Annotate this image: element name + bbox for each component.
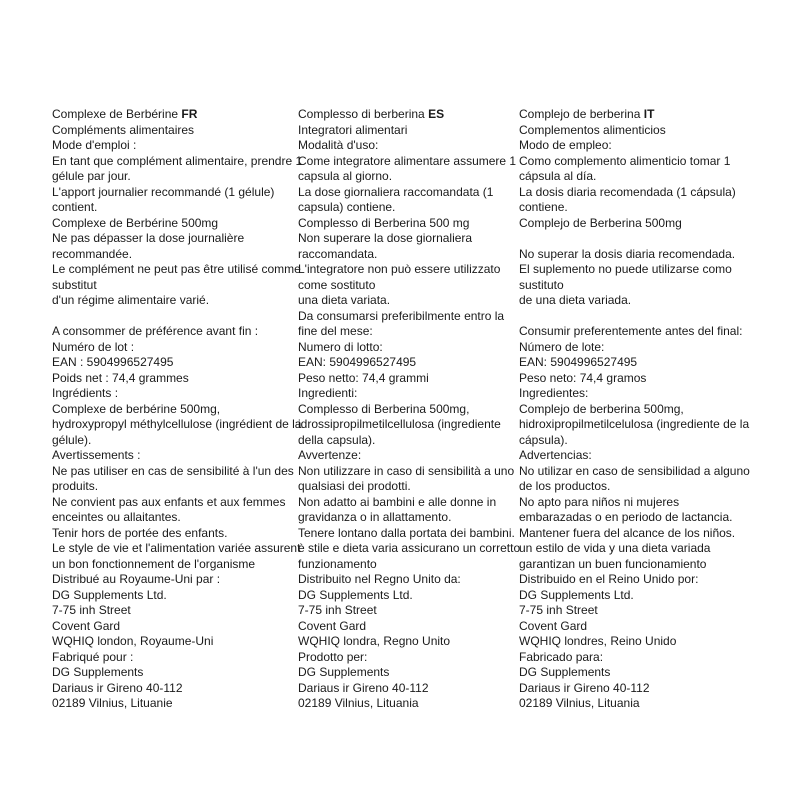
- label-line: Modalità d'uso:: [298, 138, 379, 152]
- label-line: WQHIQ londra, Regno Unito: [298, 634, 451, 648]
- label-line: [519, 231, 754, 247]
- label-line: 7-75 inh Street: [298, 603, 377, 617]
- label-line: come sostituto: [298, 277, 376, 292]
- label-line: [519, 309, 754, 325]
- label-line: Número de lote:: [519, 339, 605, 354]
- label-line: de los productos.: [519, 479, 611, 493]
- label-line: gélule).: [52, 432, 92, 447]
- label-line: raccomandata.: [298, 246, 378, 261]
- label-line: recommandée.: [52, 246, 133, 261]
- label-line: No utilizar en caso de sensibilidad a alguno: [519, 463, 750, 478]
- label-line: Avertissements :: [52, 448, 141, 462]
- label-line: Consumir preferentemente antes del final:: [519, 324, 743, 338]
- label-line: DG Supplements Ltd.: [298, 587, 413, 602]
- label-line: è stile e dieta varia assicurano un corretto: [298, 541, 521, 555]
- label-line: Peso neto: 74,4 gramos: [519, 370, 647, 385]
- label-line: Complejo de Berberina 500mg: [519, 215, 682, 230]
- label-line: Le complément ne peut pas être utilisé comme: [52, 262, 301, 276]
- label-line: qualsiasi dei prodotti.: [298, 479, 411, 493]
- column-it: [298, 107, 521, 712]
- label-line: 7-75 inh Street: [52, 603, 131, 617]
- label-line: DG Supplements Ltd.: [519, 587, 634, 602]
- label-line: Complesso di Berberina 500 mg: [298, 215, 470, 230]
- label-line: Dariaus ir Gireno 40-112: [298, 680, 429, 695]
- label-line: de una dieta variada.: [519, 293, 632, 307]
- label-line: della capsula).: [298, 432, 376, 447]
- label-line: Complexe de berbérine 500mg,: [52, 401, 221, 416]
- label-line: Fabricado para:: [519, 649, 604, 664]
- label-line: substitut: [52, 277, 97, 292]
- column-title: [52, 107, 297, 123]
- label-line: Ingredienti:: [298, 386, 358, 400]
- label-line: 02189 Vilnius, Lituanie: [52, 696, 173, 710]
- label-line: hidroxipropilmetilcelulosa (ingrediente de la: [519, 417, 750, 431]
- label-line: DG Supplements: [298, 665, 390, 679]
- label-line: un bon fonctionnement de l'organisme: [52, 556, 256, 571]
- label-line: L'apport journalier recommandé (1 gélule): [52, 184, 275, 199]
- label-line: produits.: [52, 479, 99, 493]
- language-code: ES: [428, 107, 445, 121]
- label-line: gélule par jour.: [52, 169, 131, 183]
- label-line: idrossipropilmetilcellulosa (ingrediente: [298, 417, 501, 431]
- label-line: A consommer de préférence avant fin :: [52, 324, 259, 338]
- label-line: Fabriqué pour :: [52, 649, 134, 664]
- label-line: Covent Gard: [519, 618, 588, 633]
- column-es: [519, 107, 754, 712]
- label-line: enceintes ou allaitantes.: [52, 510, 181, 524]
- label-line: una dieta variata.: [298, 293, 391, 307]
- column-title: [298, 107, 510, 123]
- title-text: Complexe de Berbérine: [52, 107, 179, 121]
- label-line: Covent Gard: [52, 618, 121, 633]
- label-line: Non adatto ai bambini e alle donne in: [298, 494, 497, 509]
- label-line: Numero di lotto:: [298, 339, 383, 354]
- label-line: Integratori alimentari: [298, 122, 408, 137]
- label-line: Poids net : 74,4 grammes: [52, 370, 189, 385]
- label-line: Come integratore alimentare assumere 1: [298, 153, 517, 168]
- label-line: El suplemento no puede utilizarse como: [519, 262, 732, 276]
- label-line: Complementos alimenticios: [519, 122, 666, 137]
- label-line: Ne convient pas aux enfants et aux femmes: [52, 494, 286, 509]
- label-line: Tenere lontano dalla portata dei bambini.: [298, 525, 515, 540]
- label-line: DG Supplements: [52, 665, 144, 679]
- label-line: sustituto: [519, 277, 564, 292]
- label-line: gravidanza o in allattamento.: [298, 510, 452, 524]
- label-line: fine del mese:: [298, 324, 373, 338]
- label-line: Mantener fuera del alcance de los niños.: [519, 525, 736, 540]
- label-line: Como complemento alimenticio tomar 1: [519, 153, 731, 168]
- label-line: Non utilizzare in caso di sensibilità a uno: [298, 463, 515, 478]
- column-fr: [52, 107, 303, 712]
- label-line: DG Supplements: [519, 665, 611, 679]
- label-line: En tant que complément alimentaire, prendre 1: [52, 153, 303, 168]
- label-line: Non superare la dose giornaliera: [298, 231, 473, 245]
- label-line: contient.: [52, 200, 98, 214]
- label-line: Complejo de berberina 500mg,: [519, 401, 684, 416]
- label-line: Compléments alimentaires: [52, 122, 195, 137]
- label-line: Distribué au Royaume-Uni par :: [52, 572, 221, 586]
- label-line: [52, 309, 297, 325]
- label-line: WQHIQ londres, Reino Unido: [519, 634, 677, 648]
- title-text: Complejo de berberina: [519, 107, 641, 121]
- language-code: FR: [181, 107, 198, 121]
- label-line: cápsula).: [519, 432, 568, 447]
- label-line: Ne pas dépasser la dose journalière: [52, 231, 245, 245]
- label-line: capsula al giorno.: [298, 169, 393, 183]
- label-line: Ingredientes:: [519, 386, 589, 400]
- language-code: IT: [643, 107, 655, 121]
- label-line: Avvertenze:: [298, 448, 362, 462]
- label-line: La dose giornaliera raccomandata (1: [298, 184, 494, 199]
- label-line: Numéro de lot :: [52, 339, 135, 354]
- label-line: Ne pas utiliser en cas de sensibilité à l'un des: [52, 463, 294, 478]
- label-line: Dariaus ir Gireno 40-112: [52, 680, 183, 695]
- label-line: 02189 Vilnius, Lituania: [298, 696, 419, 710]
- label-line: garantizan un buen funcionamiento: [519, 556, 707, 571]
- label-line: L'integratore non può essere utilizzato: [298, 262, 501, 276]
- label-line: funzionamento: [298, 556, 377, 571]
- label-line: Tenir hors de portée des enfants.: [52, 525, 228, 540]
- label-line: un estilo de vida y una dieta variada: [519, 541, 711, 555]
- title-text: Complesso di berberina: [298, 107, 425, 121]
- label-line: hydroxypropyl méthylcellulose (ingrédient de la: [52, 417, 302, 431]
- label-line: Le style de vie et l'alimentation variée assurent: [52, 541, 301, 555]
- label-line: d'un régime alimentaire varié.: [52, 293, 210, 307]
- label-line: EAN: 5904996527495: [298, 355, 417, 369]
- label-line: 02189 Vilnius, Lituania: [519, 696, 640, 710]
- label-line: 7-75 inh Street: [519, 603, 598, 617]
- label-line: Modo de empleo:: [519, 138, 612, 152]
- label-line: Dariaus ir Gireno 40-112: [519, 680, 650, 695]
- label-line: contiene.: [519, 200, 568, 214]
- label-line: Mode d'emploi :: [52, 138, 137, 152]
- column-title: [519, 107, 754, 123]
- label-line: Da consumarsi preferibilmente entro la: [298, 308, 505, 323]
- label-line: EAN : 5904996527495: [52, 355, 174, 369]
- label-line: capsula) contiene.: [298, 200, 396, 214]
- label-line: Covent Gard: [298, 618, 367, 633]
- label-line: No apto para niños ni mujeres: [519, 494, 680, 509]
- label-line: Ingrédients :: [52, 386, 119, 400]
- label-line: Prodotto per:: [298, 649, 368, 664]
- label-line: Distribuito nel Regno Unito da:: [298, 572, 461, 586]
- label-line: Complexe de Berbérine 500mg: [52, 215, 219, 230]
- label-line: Distribuido en el Reino Unido por:: [519, 572, 699, 586]
- label-line: WQHIQ london, Royaume-Uni: [52, 634, 214, 648]
- label-line: No superar la dosis diaria recomendada.: [519, 246, 736, 261]
- label-line: Advertencias:: [519, 448, 592, 462]
- label-line: Peso netto: 74,4 grammi: [298, 370, 429, 385]
- label-line: embarazadas o en periodo de lactancia.: [519, 510, 733, 524]
- label-line: cápsula al día.: [519, 169, 597, 183]
- label-line: EAN: 5904996527495: [519, 355, 638, 369]
- label-line: La dosis diaria recomendada (1 cápsula): [519, 184, 736, 199]
- label-line: DG Supplements Ltd.: [52, 587, 167, 602]
- label-line: Complesso di Berberina 500mg,: [298, 401, 470, 416]
